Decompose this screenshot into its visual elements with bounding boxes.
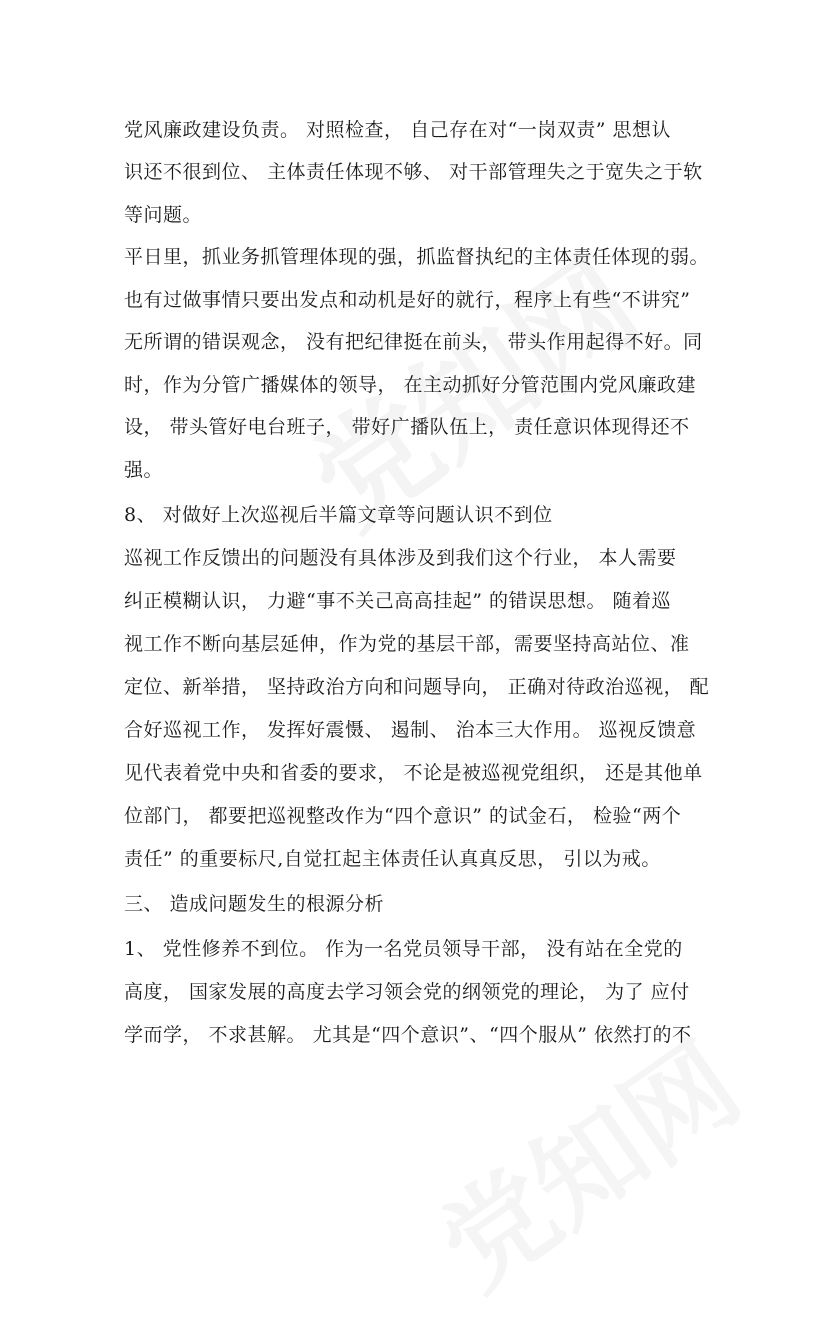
text-line: 时，作为分管广播媒体的领导， 在主动抓好分管范围内党风廉政建 — [124, 374, 697, 396]
text-line: 定位、新举措， 坚持政治方向和问题导向， 正确对待政治巡视， 配 — [124, 676, 710, 698]
text-line: 位部门， 都要把巡视整改作为“四个意识” 的试金石， 检验“两个 — [124, 805, 682, 827]
text-line: 纠正模糊认识， 力避“事不关己高高挂起” 的错误思想。 随着巡 — [124, 590, 672, 612]
text-line: 视工作不断向基层延伸，作为党的基层干部，需要坚持高站位、准 — [124, 633, 690, 655]
text-line: 也有过做事情只要出发点和动机是好的就行，程序上有些“不讲究” — [124, 289, 691, 311]
text-line: 等问题。 — [124, 204, 203, 226]
text-line: 无所谓的错误观念， 没有把纪律挺在前头， 带头作用起得不好。同 — [124, 331, 703, 353]
text-line: 强。 — [124, 459, 164, 481]
watermark-bottom — [405, 1000, 766, 1318]
text-line: 党风廉政建设负责。 对照检查， 自己存在对“一岗双责” 思想认 — [124, 119, 672, 141]
section-heading: 三、 造成问题发生的根源分析 — [124, 893, 385, 915]
text-line: 高度， 国家发展的高度去学习领会党的纲领党的理论， 为了 应付 — [124, 981, 690, 1003]
text-line: 责任” 的重要标尺,自觉扛起主体责任认真真反思， 引以为戒。 — [124, 848, 661, 870]
text-line: 巡视工作反馈出的问题没有具体涉及到我们这个行业， 本人需要 — [124, 547, 677, 569]
section-heading: 8、 对做好上次巡视后半篇文章等问题认识不到位 — [124, 504, 553, 526]
text-line: 平日里，抓业务抓管理体现的强，抓监督执纪的主体责任体现的弱。 — [124, 246, 710, 268]
text-line: 合好巡视工作， 发挥好震慑、 遏制、 治本三大作用。 巡视反馈意 — [124, 719, 697, 741]
text-line: 设， 带头管好电台班子， 带好广播队伍上， 责任意识体现得还不 — [124, 416, 690, 438]
text-line: 1、 党性修养不到位。 作为一名党员领导干部， 没有站在全党的 — [124, 938, 683, 960]
text-line: 学而学， 不求甚解。 尤其是“四个意识”、“四个服从” 依然打的不 — [124, 1024, 692, 1046]
text-line: 见代表着党中央和省委的要求， 不论是被巡视党组织， 还是其他单 — [124, 762, 703, 784]
text-line: 识还不很到位、 主体责任体现不够、 对干部管理失之于宽失之于软 — [124, 161, 703, 183]
